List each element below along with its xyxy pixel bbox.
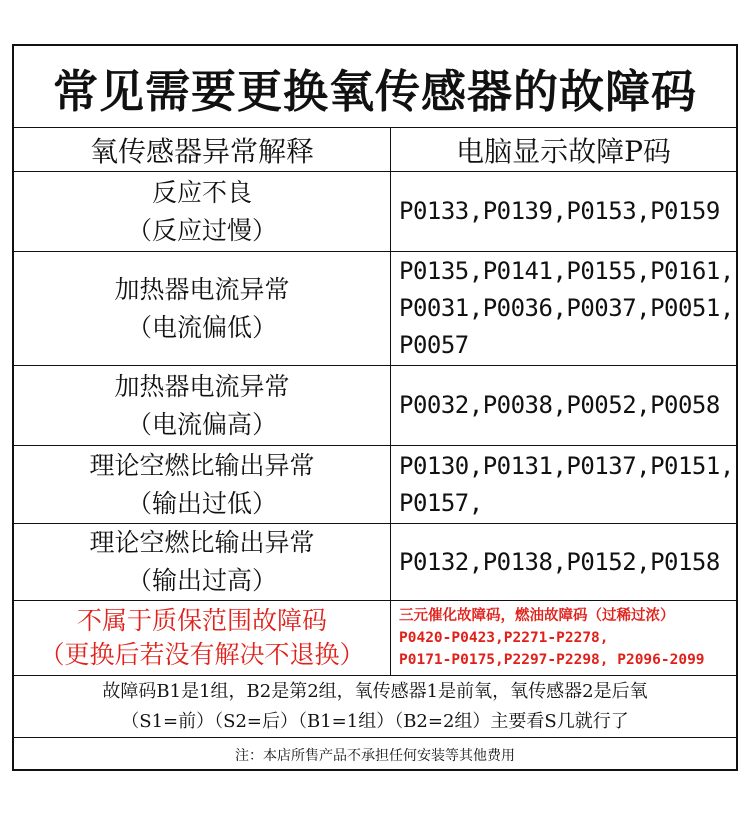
explanation-subtitle: （反应过慢） [126,215,277,245]
note-line-1: 故障码B1是1组，B2是第2组，氧传感器1是前氧，氧传感器2是后氧 [102,680,648,702]
explanation-cell [14,172,391,251]
fault-code-table [12,44,738,771]
explanation-subtitle: （输出过低） [126,488,277,518]
explanation-cell [14,252,391,365]
pcode-cell: P0133,P0139,P0153,P0159 [399,197,720,225]
note-row [14,676,736,738]
header-pcode: 电脑显示故障P码 [456,134,671,168]
table-row [14,172,736,252]
explanation-cell [14,524,391,600]
pcode-cell: P0130,P0131,P0137,P0151, P0157, [399,451,734,517]
explanation-subtitle: （输出过高） [126,566,277,595]
explanation-title: 理论空燃比输出异常 [89,528,315,557]
note-cell [14,676,736,737]
table-row [14,524,736,601]
note-line-2: （S1=前）（S2=后）（B1=1组）（B2=2组）主要看S几就行了 [121,710,629,732]
header-row [14,128,736,172]
title-row [14,46,736,128]
page-title: 常见需要更换氧传感器的故障码 [52,64,697,118]
pcode-cell: P0032,P0038,P0052,P0058 [399,391,720,419]
explanation-subtitle: （电流偏高） [126,409,277,439]
explanation-title: 加热器电流异常 [114,371,290,401]
warranty-codes-cell: 三元催化故障码，燃油故障码（过稀过浓） P0420-P0423,P2271-P2278, P0171-P0175,P2297-P2298, P2096-2099 [399,608,705,668]
warranty-row [14,601,736,676]
warranty-subtitle: （更换后若没有解决不退换） [39,640,365,669]
table-row [14,446,736,524]
explanation-subtitle: （电流偏低） [126,312,277,342]
explanation-title: 反应不良 [151,177,252,207]
pcode-cell: P0135,P0141,P0155,P0161, P0031,P0036,P0037,P0051, P0057 [399,257,734,359]
table-row [14,252,736,366]
explanation-cell [14,366,391,445]
explanation-cell [14,446,391,523]
warranty-title: 不属于质保范围故障码 [76,606,327,635]
table-row [14,366,736,446]
warranty-explanation-cell [14,601,391,675]
explanation-title: 理论空燃比输出异常 [89,450,315,480]
footer-row [14,738,736,771]
footer-note: 注：本店所售产品不承担任何安装等其他费用 [235,747,515,764]
pcode-cell: P0132,P0138,P0152,P0158 [399,547,720,576]
explanation-title: 加热器电流异常 [114,274,290,304]
header-explanation: 氧传感器异常解释 [14,128,391,171]
